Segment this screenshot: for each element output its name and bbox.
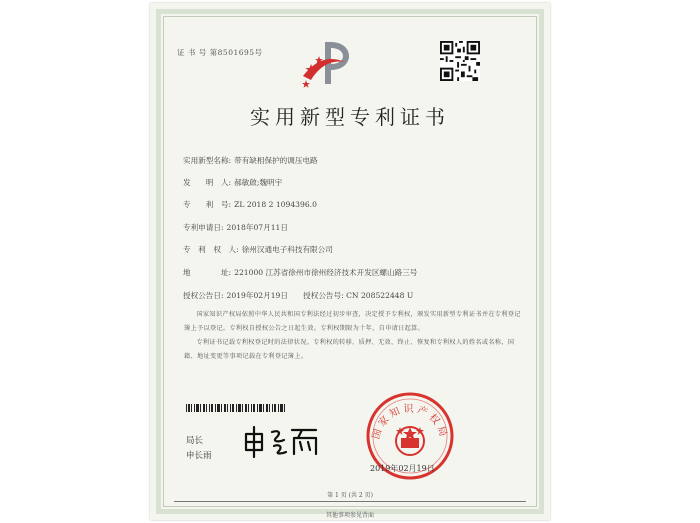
certificate-title: 实用新型专利证书 [250,105,450,129]
field-label: 专 利 号: [183,200,232,209]
field-value: ZL 2018 2 1094396.0 [234,200,317,209]
field-value: 徐州汉通电子科技有限公司 [241,245,333,254]
legal-paragraph-1: 国家知识产权局依照中华人民共和国专利法经过初步审查，决定授予专利权，颁发实用新型专利证书并在专利登记簿上予以登记。专利权自授权公告之日起生效。专利权期限为十年，自申请日起算。 [184,311,521,332]
field-value: 2018年07月11日 [226,223,288,232]
field-label: 发 明 人: [183,178,232,187]
footer-note: 其他事项参见背面 [325,512,374,519]
patent-certificate [150,3,550,520]
field-label: 地 址: [183,268,232,277]
field-label: 实用新型名称: [183,156,232,165]
seal-text: 国家知识产权局 [370,404,450,441]
field-application-date [183,222,288,233]
field-value: 2019年02月19日 授权公告号: CN 208522448 U [226,291,414,300]
field-label: 授权公告日: [183,291,224,300]
signatory-title: 局长 [186,436,204,446]
seal-date: 2019年02月19日 [370,464,435,473]
field-label: 专 利 权 人: [183,245,239,254]
signatory-name: 申长雨 [186,451,212,461]
field-value: 郝敏啟;魏明宇 [234,178,283,187]
field-value: 221000 江苏省徐州市徐州经济技术开发区螺山路三号 [234,268,418,277]
field-inventors [183,177,282,188]
certificate-number: 证 书 号 第8501695号 [177,48,263,57]
signature-image [242,424,322,458]
signatory-labels [186,434,212,464]
field-patent-number [183,199,317,210]
page-info: 第 1 页 (共 2 页) [327,492,373,499]
qr-code-icon [440,41,480,81]
field-value: 带有缺相保护的调压电路 [234,156,318,165]
footer-divider [174,501,526,502]
field-address [183,267,417,278]
barcode-icon [186,404,286,412]
field-label: 专利申请日: [183,223,224,232]
field-patentee [183,244,333,255]
patent-office-logo-icon [297,36,359,96]
field-grant-date [183,290,413,301]
field-utility-name [183,155,318,166]
legal-paragraph-2: 专利证书记载专利权登记时的法律状况。专利权的转移、质押、无效、终止、恢复和专利权人的姓名或名称、国籍、地址变更等事项记载在专利登记簿上。 [184,339,515,360]
